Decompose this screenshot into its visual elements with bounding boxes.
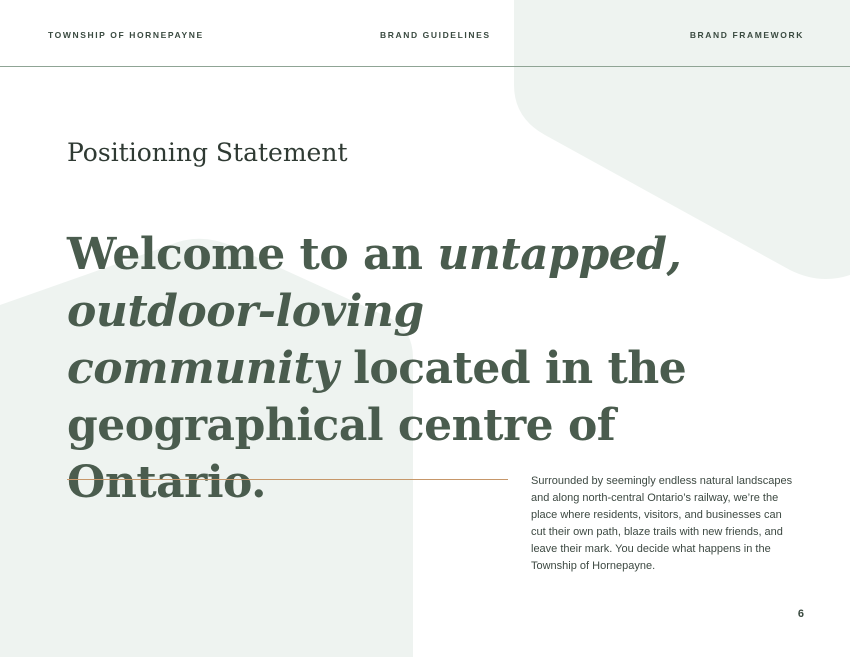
headline-emphasis: untapped, outdoor-loving community xyxy=(67,229,682,394)
body-paragraph: Surrounded by seemingly endless natural landscapes and along north-central Ontario’s railway, we’re the place where residents, visitors, and businesses can cut their own path, blaze trails with new friends, and leave their mark. You decide what happens in the Township of Hornepayne. xyxy=(531,475,793,572)
header-section-name: BRAND FRAMEWORK xyxy=(689,30,804,40)
headline-part-2: located in the geographical centre of Ontario. xyxy=(67,343,687,508)
section-title: Positioning Statement xyxy=(67,138,348,167)
header-document-title: BRAND GUIDELINES xyxy=(380,30,491,40)
header-organization: TOWNSHIP OF HORNEPAYNE xyxy=(48,30,204,40)
accent-divider xyxy=(67,479,508,480)
page-number: 6 xyxy=(797,608,804,620)
positioning-headline xyxy=(67,226,707,511)
headline-part-1: Welcome to an xyxy=(67,229,438,280)
page-header xyxy=(0,0,850,67)
